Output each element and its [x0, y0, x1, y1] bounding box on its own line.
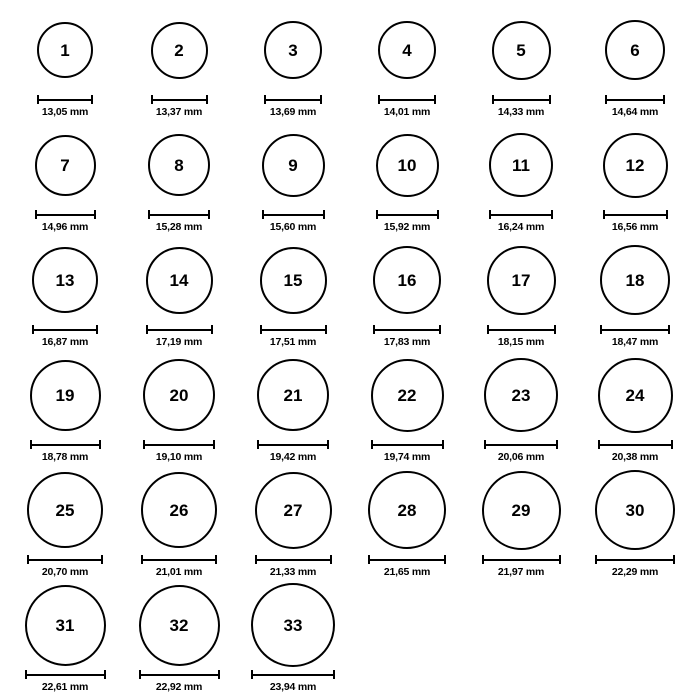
ring-outline-wrapper — [35, 121, 96, 209]
ring-size-cell — [464, 121, 578, 233]
diameter-measure — [260, 325, 327, 348]
ring-circle — [484, 358, 558, 432]
diameter-measure — [37, 95, 93, 118]
ring-circle — [605, 20, 665, 80]
ring-size-number: 23 — [511, 385, 531, 405]
ring-size-number: 3 — [288, 40, 298, 60]
caliper-icon — [489, 210, 553, 219]
ring-size-cell — [8, 351, 122, 463]
ring-size-cell — [8, 236, 122, 348]
ring-outline-wrapper — [146, 236, 213, 324]
ring-size-number: 18 — [625, 270, 645, 290]
ring-size-cell — [464, 236, 578, 348]
ring-circle — [30, 360, 101, 431]
ring-circle — [148, 134, 210, 196]
ring-circle — [603, 133, 668, 198]
ring-outline-wrapper — [373, 236, 441, 324]
ring-size-cell — [122, 351, 236, 463]
diameter-measure — [257, 440, 329, 463]
diameter-measure — [139, 670, 220, 693]
ring-outline-wrapper — [251, 581, 335, 669]
ring-outline-wrapper — [151, 6, 208, 94]
diameter-measure — [30, 440, 101, 463]
diameter-measure — [146, 325, 213, 348]
ring-size-cell — [350, 121, 464, 233]
ring-circle — [37, 22, 93, 78]
ring-size-cell — [122, 121, 236, 233]
diameter-label: 23,94 mm — [269, 681, 317, 693]
caliper-icon — [595, 555, 675, 564]
ring-outline-wrapper — [148, 121, 210, 209]
ring-outline-wrapper — [487, 236, 556, 324]
ring-size-cell — [464, 351, 578, 463]
diameter-label: 18,78 mm — [41, 451, 89, 463]
ring-size-cell — [8, 581, 122, 693]
ring-size-number: 2 — [174, 40, 184, 60]
ring-outline-wrapper — [27, 466, 103, 554]
diameter-label: 17,19 mm — [155, 336, 203, 348]
chart-row — [8, 236, 692, 351]
diameter-measure — [378, 95, 436, 118]
ring-size-number: 5 — [516, 40, 526, 60]
diameter-label: 16,56 mm — [611, 221, 659, 233]
ring-outline-wrapper — [484, 351, 558, 439]
caliper-icon — [141, 555, 217, 564]
ring-outline-wrapper — [376, 121, 439, 209]
ring-outline-wrapper — [371, 351, 444, 439]
ring-size-cell — [578, 466, 692, 578]
caliper-icon — [492, 95, 551, 104]
ring-size-number: 26 — [169, 500, 189, 520]
diameter-measure — [595, 555, 675, 578]
diameter-measure — [482, 555, 561, 578]
caliper-icon — [378, 95, 436, 104]
ring-outline-wrapper — [482, 466, 561, 554]
caliper-icon — [368, 555, 446, 564]
ring-circle — [376, 134, 439, 197]
ring-size-cell — [8, 466, 122, 578]
diameter-label: 21,65 mm — [383, 566, 431, 578]
diameter-measure — [600, 325, 670, 348]
diameter-label: 18,47 mm — [611, 336, 659, 348]
diameter-label: 21,97 mm — [497, 566, 545, 578]
ring-size-number: 16 — [397, 270, 417, 290]
ring-outline-wrapper — [600, 236, 670, 324]
diameter-measure — [487, 325, 556, 348]
ring-outline-wrapper — [32, 236, 98, 324]
diameter-measure — [492, 95, 551, 118]
ring-size-number: 11 — [512, 155, 530, 175]
diameter-measure — [148, 210, 210, 233]
ring-size-number: 14 — [169, 270, 189, 290]
ring-circle — [255, 472, 332, 549]
caliper-icon — [605, 95, 665, 104]
ring-size-number: 31 — [55, 615, 75, 635]
caliper-icon — [37, 95, 93, 104]
diameter-label: 15,60 mm — [269, 221, 317, 233]
diameter-label: 19,42 mm — [269, 451, 317, 463]
caliper-icon — [487, 325, 556, 334]
diameter-label: 22,61 mm — [41, 681, 89, 693]
ring-circle — [373, 246, 441, 314]
diameter-label: 15,92 mm — [383, 221, 431, 233]
ring-size-number: 13 — [55, 270, 75, 290]
ring-outline-wrapper — [260, 236, 327, 324]
diameter-label: 14,64 mm — [611, 106, 659, 118]
diameter-label: 18,15 mm — [497, 336, 545, 348]
ring-circle — [600, 245, 670, 315]
ring-size-number: 33 — [283, 615, 303, 635]
diameter-measure — [255, 555, 332, 578]
ring-size-number: 24 — [625, 385, 645, 405]
ring-outline-wrapper — [30, 351, 101, 439]
ring-size-cell — [350, 6, 464, 118]
diameter-measure — [262, 210, 325, 233]
ring-circle — [25, 585, 106, 666]
diameter-measure — [251, 670, 335, 693]
ring-size-number: 17 — [511, 270, 531, 290]
caliper-icon — [151, 95, 208, 104]
ring-circle — [487, 246, 556, 315]
caliper-icon — [376, 210, 439, 219]
chart-row — [8, 6, 692, 121]
caliper-icon — [371, 440, 444, 449]
ring-size-cell — [350, 236, 464, 348]
diameter-label: 14,33 mm — [497, 106, 545, 118]
ring-size-cell — [122, 581, 236, 693]
ring-size-number: 8 — [174, 155, 184, 175]
diameter-label: 21,01 mm — [155, 566, 203, 578]
ring-size-number: 22 — [397, 385, 417, 405]
ring-size-cell — [350, 351, 464, 463]
caliper-icon — [264, 95, 322, 104]
ring-circle — [143, 359, 215, 431]
ring-outline-wrapper — [368, 466, 446, 554]
ring-outline-wrapper — [262, 121, 325, 209]
diameter-label: 22,92 mm — [155, 681, 203, 693]
diameter-measure — [27, 555, 103, 578]
ring-size-cell — [236, 351, 350, 463]
ring-circle — [489, 133, 553, 197]
caliper-icon — [598, 440, 673, 449]
ring-circle — [27, 472, 103, 548]
ring-size-cell — [578, 121, 692, 233]
caliper-icon — [148, 210, 210, 219]
ring-circle — [251, 583, 335, 667]
diameter-label: 20,70 mm — [41, 566, 89, 578]
ring-circle — [595, 470, 675, 550]
caliper-icon — [35, 210, 96, 219]
ring-size-cell — [236, 466, 350, 578]
caliper-icon — [600, 325, 670, 334]
diameter-label: 19,10 mm — [155, 451, 203, 463]
ring-size-number: 6 — [630, 40, 640, 60]
diameter-measure — [598, 440, 673, 463]
ring-size-number: 1 — [60, 40, 70, 60]
ring-size-number: 19 — [55, 385, 75, 405]
ring-outline-wrapper — [25, 581, 106, 669]
chart-row — [8, 581, 692, 696]
ring-size-number: 9 — [288, 155, 298, 175]
ring-circle — [378, 21, 436, 79]
ring-circle — [32, 247, 98, 313]
ring-size-cell — [236, 581, 350, 693]
ring-size-number: 12 — [625, 155, 645, 175]
ring-size-cell — [8, 121, 122, 233]
diameter-label: 20,38 mm — [611, 451, 659, 463]
caliper-icon — [255, 555, 332, 564]
ring-circle — [482, 471, 561, 550]
ring-outline-wrapper — [603, 121, 668, 209]
ring-circle — [35, 135, 96, 196]
diameter-measure — [489, 210, 553, 233]
caliper-icon — [146, 325, 213, 334]
diameter-measure — [603, 210, 668, 233]
ring-circle — [141, 472, 217, 548]
ring-circle — [371, 359, 444, 432]
diameter-measure — [605, 95, 665, 118]
diameter-label: 21,33 mm — [269, 566, 317, 578]
caliper-icon — [257, 440, 329, 449]
ring-circle — [260, 247, 327, 314]
ring-outline-wrapper — [257, 351, 329, 439]
diameter-measure — [141, 555, 217, 578]
ring-size-cell — [464, 6, 578, 118]
diameter-measure — [25, 670, 106, 693]
chart-row — [8, 121, 692, 236]
chart-row — [8, 466, 692, 581]
caliper-icon — [251, 670, 335, 679]
diameter-measure — [484, 440, 558, 463]
diameter-label: 17,51 mm — [269, 336, 317, 348]
ring-outline-wrapper — [141, 466, 217, 554]
ring-size-cell — [8, 6, 122, 118]
ring-circle — [257, 359, 329, 431]
ring-size-number: 27 — [283, 500, 303, 520]
ring-outline-wrapper — [598, 351, 673, 439]
ring-circle — [368, 471, 446, 549]
ring-circle — [151, 22, 208, 79]
diameter-label: 13,05 mm — [41, 106, 89, 118]
ring-outline-wrapper — [489, 121, 553, 209]
diameter-measure — [32, 325, 98, 348]
ring-size-number: 10 — [397, 155, 417, 175]
ring-outline-wrapper — [255, 466, 332, 554]
caliper-icon — [139, 670, 220, 679]
ring-size-number: 20 — [169, 385, 189, 405]
ring-outline-wrapper — [378, 6, 436, 94]
ring-size-number: 7 — [60, 155, 70, 175]
chart-row — [8, 351, 692, 466]
caliper-icon — [603, 210, 668, 219]
ring-outline-wrapper — [143, 351, 215, 439]
ring-circle — [598, 358, 673, 433]
caliper-icon — [27, 555, 103, 564]
ring-circle — [492, 21, 551, 80]
diameter-label: 20,06 mm — [497, 451, 545, 463]
caliper-icon — [262, 210, 325, 219]
diameter-measure — [376, 210, 439, 233]
ring-size-number: 4 — [402, 40, 412, 60]
caliper-icon — [30, 440, 101, 449]
diameter-label: 16,24 mm — [497, 221, 545, 233]
ring-size-cell — [122, 236, 236, 348]
diameter-measure — [371, 440, 444, 463]
diameter-label: 14,01 mm — [383, 106, 431, 118]
caliper-icon — [25, 670, 106, 679]
ring-size-cell — [578, 351, 692, 463]
diameter-measure — [373, 325, 441, 348]
diameter-label: 22,29 mm — [611, 566, 659, 578]
caliper-icon — [373, 325, 441, 334]
ring-size-number: 30 — [625, 500, 645, 520]
ring-size-cell — [578, 6, 692, 118]
ring-circle — [146, 247, 213, 314]
caliper-icon — [482, 555, 561, 564]
ring-size-number: 28 — [397, 500, 417, 520]
ring-size-cell — [236, 6, 350, 118]
ring-circle — [262, 134, 325, 197]
diameter-label: 19,74 mm — [383, 451, 431, 463]
diameter-measure — [151, 95, 208, 118]
diameter-label: 13,69 mm — [269, 106, 317, 118]
ring-size-number: 15 — [283, 270, 303, 290]
ring-size-cell — [236, 121, 350, 233]
ring-size-number: 32 — [169, 615, 189, 635]
diameter-measure — [264, 95, 322, 118]
diameter-label: 13,37 mm — [155, 106, 203, 118]
ring-outline-wrapper — [492, 6, 551, 94]
ring-outline-wrapper — [37, 6, 93, 94]
ring-outline-wrapper — [605, 6, 665, 94]
ring-size-number: 21 — [283, 385, 303, 405]
ring-size-cell — [122, 466, 236, 578]
diameter-label: 15,28 mm — [155, 221, 203, 233]
ring-outline-wrapper — [264, 6, 322, 94]
ring-circle — [264, 21, 322, 79]
diameter-measure — [35, 210, 96, 233]
caliper-icon — [143, 440, 215, 449]
diameter-measure — [143, 440, 215, 463]
diameter-measure — [368, 555, 446, 578]
caliper-icon — [260, 325, 327, 334]
ring-size-cell — [350, 466, 464, 578]
caliper-icon — [32, 325, 98, 334]
ring-size-cell — [464, 466, 578, 578]
ring-outline-wrapper — [595, 466, 675, 554]
ring-size-cell — [122, 6, 236, 118]
ring-outline-wrapper — [139, 581, 220, 669]
caliper-icon — [484, 440, 558, 449]
ring-size-cell — [578, 236, 692, 348]
ring-size-cell — [236, 236, 350, 348]
diameter-label: 14,96 mm — [41, 221, 89, 233]
ring-size-number: 25 — [55, 500, 75, 520]
ring-size-number: 29 — [511, 500, 531, 520]
diameter-label: 17,83 mm — [383, 336, 431, 348]
ring-circle — [139, 585, 220, 666]
diameter-label: 16,87 mm — [41, 336, 89, 348]
